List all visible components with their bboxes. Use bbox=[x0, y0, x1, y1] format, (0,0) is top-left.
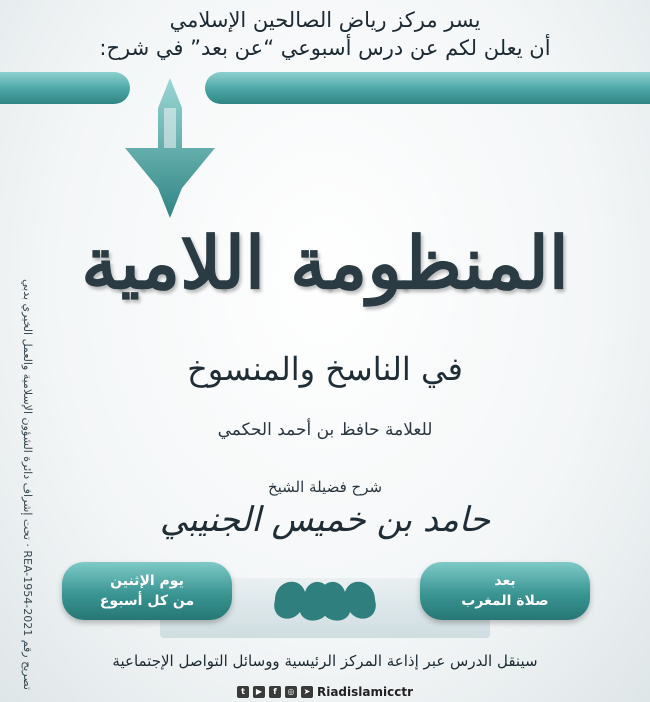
banner-right bbox=[205, 72, 650, 104]
social-bar bbox=[0, 682, 650, 702]
sheikh-name: حامد بن خميس الجنيبي bbox=[159, 500, 491, 540]
telegram-icon: ➤ bbox=[301, 686, 313, 698]
time-line-2: صلاة المغرب bbox=[461, 593, 549, 609]
day-line-2: من كل أسبوع bbox=[99, 593, 195, 609]
title-main: المنظومة اللامية bbox=[81, 220, 569, 305]
license-text: تصريح رقم REA-1954-2021 · تحت إشراف دائرة الشؤون الإسلامية والعمل الخيري بدبي bbox=[21, 279, 34, 690]
lantern-ornament bbox=[120, 78, 220, 218]
floral-ornament bbox=[255, 570, 395, 630]
social-handle: Riadislamicctr bbox=[316, 685, 413, 699]
time-badge bbox=[420, 562, 590, 620]
author-line: للعلامة حافظ بن أحمد الحكمي bbox=[217, 420, 433, 440]
header-line-2: أن يعلن لكم عن درس أسبوعي “عن بعد” في شرح: bbox=[99, 36, 551, 60]
time-line-1: بعد bbox=[494, 573, 516, 589]
broadcast-note: سينقل الدرس عبر إذاعة المركز الرئيسية ووسائل التواصل الإجتماعية bbox=[112, 652, 538, 670]
day-line-1: يوم الإثنين bbox=[110, 573, 184, 589]
youtube-icon: ▶ bbox=[253, 686, 265, 698]
twitter-icon: t bbox=[237, 686, 249, 698]
banner-left bbox=[0, 72, 130, 104]
facebook-icon: f bbox=[269, 686, 281, 698]
header-line-1: يسر مركز رياض الصالحين الإسلامي bbox=[169, 8, 481, 32]
day-badge bbox=[62, 562, 232, 620]
sheikh-label: شرح فضيلة الشيخ bbox=[267, 478, 383, 496]
instagram-icon: ◎ bbox=[285, 686, 297, 698]
title-sub: في الناسخ والمنسوخ bbox=[187, 350, 463, 388]
